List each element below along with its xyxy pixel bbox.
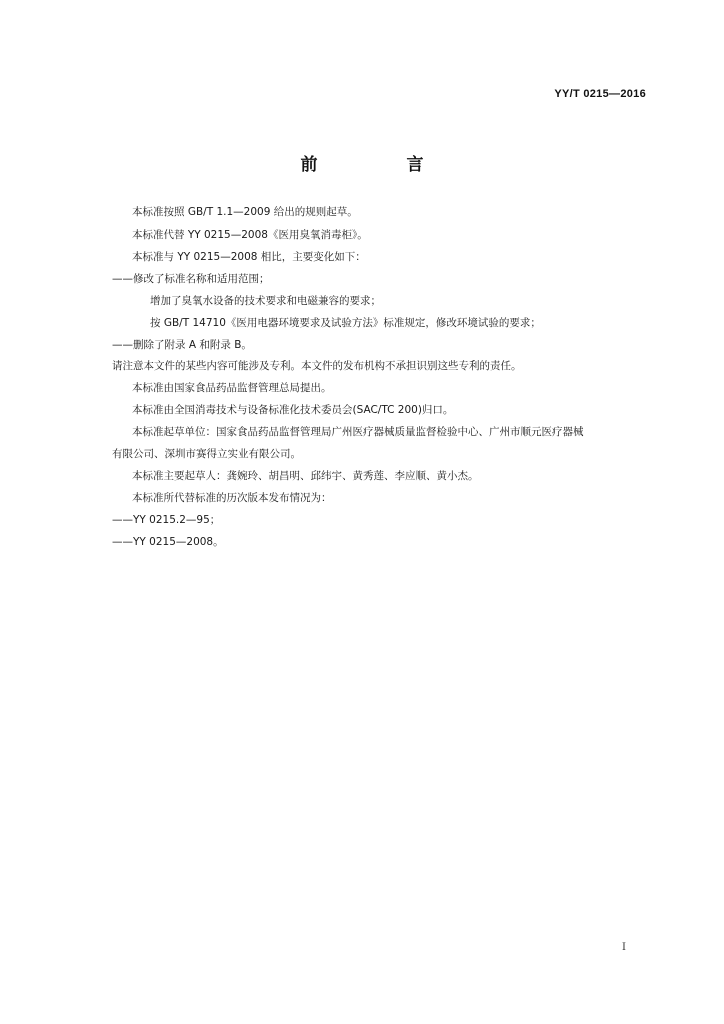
paragraph-drafting-units: 本标准起草单位：国家食品药品监督管理局广州医疗器械质量监督检验中心、广州市顺元医疗器械 bbox=[132, 426, 584, 438]
paragraph-history-intro: 本标准所代替标准的历次版本发布情况为： bbox=[132, 492, 332, 504]
paragraph-patent-notice: 请注意本文件的某些内容可能涉及专利。本文件的发布机构不承担识别这些专利的责任。 bbox=[112, 360, 522, 372]
change-item-ozone-water: 增加了臭氧水设备的技术要求和电磁兼容的要求； bbox=[150, 295, 381, 307]
paragraph-drafting-rules: 本标准按照 GB/T 1.1—2009 给出的规则起草。 bbox=[132, 206, 358, 218]
history-item-2008: ——YY 0215—2008。 bbox=[112, 536, 224, 548]
history-item-1995: ——YY 0215.2—95； bbox=[112, 514, 221, 526]
paragraph-managed-by: 本标准由全国消毒技术与设备标准化技术委员会(SAC/TC 200)归口。 bbox=[132, 404, 454, 416]
paragraph-proposed-by: 本标准由国家食品药品监督管理总局提出。 bbox=[132, 382, 332, 394]
change-item-appendix: ——删除了附录 A 和附录 B。 bbox=[112, 339, 252, 351]
change-item-env-test: 按 GB/T 14710《医用电器环境要求及试验方法》标准规定，修改环境试验的要求； bbox=[150, 317, 541, 329]
change-item-scope: ——修改了标准名称和适用范围； bbox=[112, 273, 270, 285]
paragraph-changes-intro: 本标准与 YY 0215—2008 相比，主要变化如下： bbox=[132, 251, 366, 263]
paragraph-drafters: 本标准主要起草人：龚婉玲、胡昌明、邱纬宇、黄秀莲、李应顺、黄小杰。 bbox=[132, 470, 479, 482]
paragraph-drafting-units-cont: 有限公司、深圳市赛得立实业有限公司。 bbox=[112, 448, 301, 460]
page-title: 前 言 bbox=[300, 155, 460, 175]
page-number: I bbox=[622, 942, 626, 953]
paragraph-replaces: 本标准代替 YY 0215—2008《医用臭氧消毒柜》。 bbox=[132, 229, 368, 241]
standard-code: YY/T 0215—2016 bbox=[554, 88, 646, 100]
